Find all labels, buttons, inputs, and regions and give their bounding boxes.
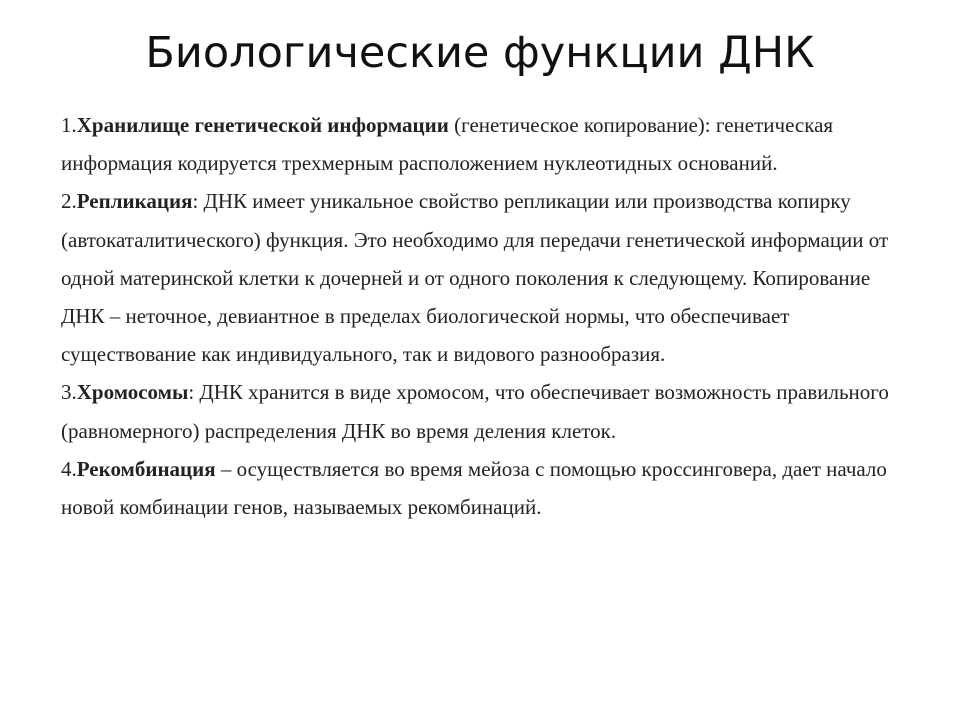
function-item-storage: [61, 106, 899, 182]
item-term: Хранилище генетической информации: [76, 113, 449, 137]
slide-body: [61, 106, 899, 526]
item-term: Рекомбинация: [76, 456, 216, 481]
slide-title: Биологические функции ДНК: [145, 28, 815, 78]
item-text: : ДНК имеет уникальное свойство репликации или производства копирку (автокаталитического) функция. Это необходимо для передачи генетической информации от одной материнской клетки к дочерней и от одного поколения к следующему. Копирование ДНК – неточное, девиантное в пределах биологической нормы, что обеспечивает существование как индивидуального, так и видового разнообразия.: [61, 189, 889, 367]
item-text: (генетическое копирование): генетическая информация кодируется трехмерным расположением нуклеотидных оснований.: [61, 113, 834, 176]
item-number: 2.: [61, 189, 77, 214]
function-item-chromosomes: [61, 373, 899, 449]
item-text: : ДНК хранится в виде хромосом, что обеспечивает возможность правильного (равномерного) распределения ДНК во время деления клеток.: [61, 380, 889, 443]
item-text: – осуществляется во время мейоза с помощью кроссинговера, дает начало новой комбинации генов, называемых рекомбинаций.: [61, 456, 887, 520]
item-number: 3.: [61, 380, 77, 405]
item-term: Хромосомы: [76, 380, 189, 405]
item-term: Репликация: [76, 189, 193, 214]
function-item-replication: [61, 182, 899, 373]
item-number: 4.: [61, 456, 77, 481]
item-number: 1.: [61, 113, 77, 137]
function-item-recombination: [61, 450, 899, 526]
